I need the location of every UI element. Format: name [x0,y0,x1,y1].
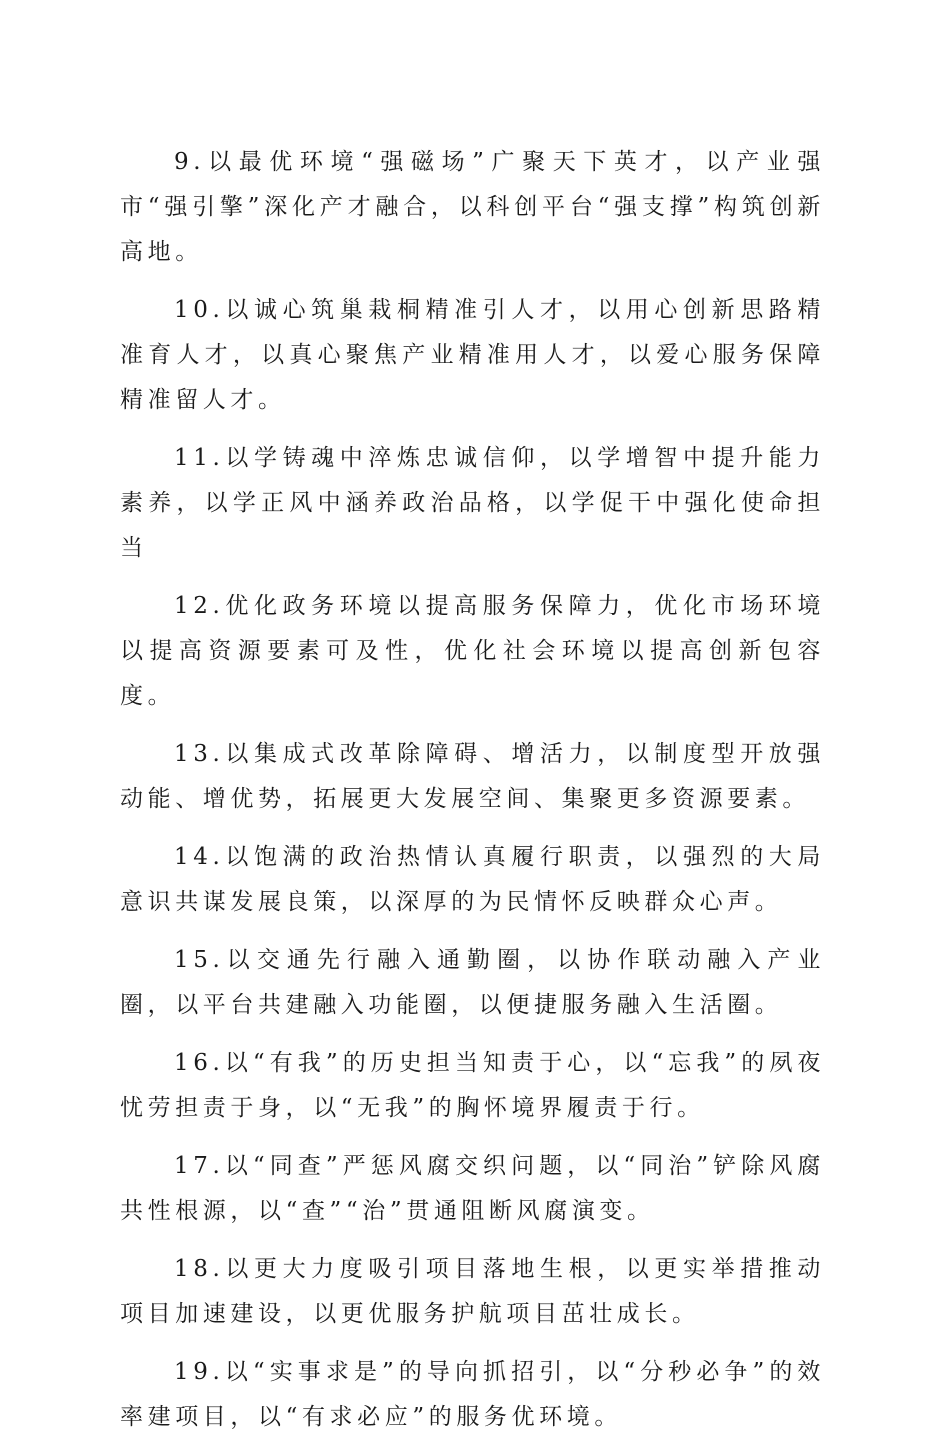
paragraph-17: 17.以“同查”严惩风腐交织问题，以“同治”铲除风腐共性根源，以“查”“治”贯通阻断风腐演变。 [120,1153,825,1224]
paragraph-11: 11.以学铸魂中淬炼忠诚信仰，以学增智中提升能力素养，以学正风中涵养政治品格，以学促干中强化使命担当 [120,445,825,561]
paragraph-13: 13.以集成式改革除障碍、增活力，以制度型开放强动能、增优势，拓展更大发展空间、集聚更多资源要素。 [120,741,825,812]
paragraph-14: 14.以饱满的政治热情认真履行职责，以强烈的大局意识共谋发展良策，以深厚的为民情怀反映群众心声。 [120,844,825,915]
document-body [120,140,825,1453]
paragraph-12: 12.优化政务环境以提高服务保障力，优化市场环境以提高资源要素可及性，优化社会环境以提高创新包容度。 [120,593,825,709]
paragraph-19: 19.以“实事求是”的导向抓招引，以“分秒必争”的效率建项目，以“有求必应”的服务优环境。 [120,1359,825,1430]
paragraph-9: 9.以最优环境“强磁场”广聚天下英才，以产业强市“强引擎”深化产才融合，以科创平台“强支撑”构筑创新高地。 [120,149,825,265]
paragraph-10: 10.以诚心筑巢栽桐精准引人才，以用心创新思路精准育人才，以真心聚焦产业精准用人才，以爱心服务保障精准留人才。 [120,297,825,413]
paragraph-18: 18.以更大力度吸引项目落地生根，以更实举措推动项目加速建设，以更优服务护航项目茁壮成长。 [120,1256,825,1327]
paragraph-16: 16.以“有我”的历史担当知责于心，以“忘我”的夙夜忧劳担责于身，以“无我”的胸怀境界履责于行。 [120,1050,825,1121]
paragraph-15: 15.以交通先行融入通勤圈，以协作联动融入产业圈，以平台共建融入功能圈，以便捷服务融入生活圈。 [120,947,825,1018]
